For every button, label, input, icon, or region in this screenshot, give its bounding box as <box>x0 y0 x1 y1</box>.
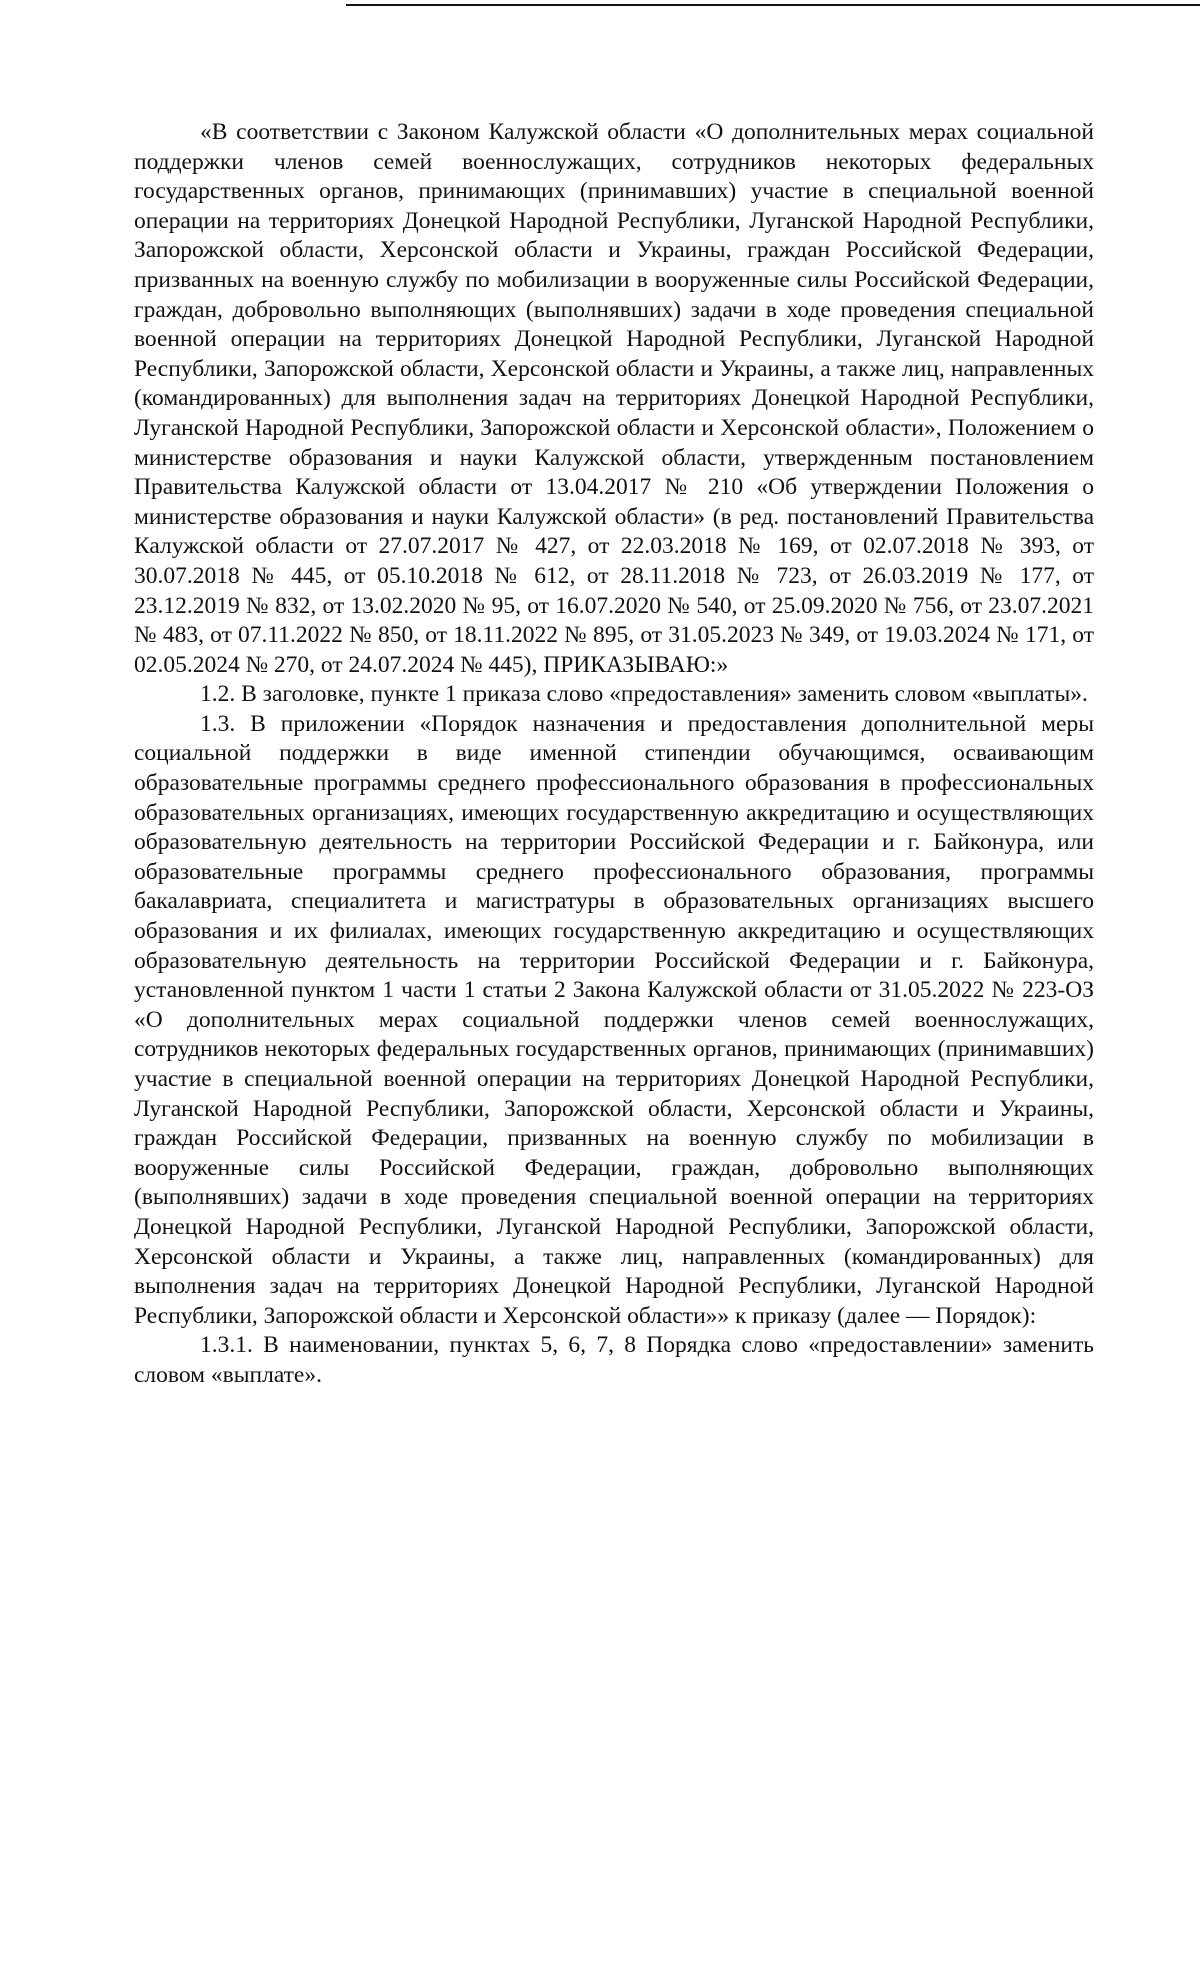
paragraph-1-2: 1.2. В заголовке, пункте 1 приказа слово «предоставления» заменить словом «выплаты». <box>200 681 1088 708</box>
paragraph-1-3: 1.3. В приложении «Порядок назначения и предоставления дополнительной меры социальной поддержки в виде именной стипендии обучающимся, осваивающим образовательные программы среднего профессионального образования в профессиональных образовательных организациях, имеющих государственную аккредитацию и осуществляющих образовательную деятельность на территории Российской Федерации и г. Байконура, или образовательные программы среднего профессионального образования, программы бакалавриата, специалитета и магистратуры в образовательных организациях высшего образования и их филиалах, имеющих государственную аккредитацию и осуществляющих образовательную деятельность на территории Российской Федерации и г. Байконура, установленной пунктом 1 части 1 статьи 2 Закона Калужской области от 31.05.2022 № 223-ОЗ «О дополнительных мерах социальной поддержки членов семей военнослужащих, сотрудников некоторых федеральных государственных органов, принимающих (принимавших) участие в специальной военной операции на территориях Донецкой Народной Республики, Луганской Народной Республики, Запорожской области, Херсонской области и Украины, граждан Российской Федерации, призванных на военную службу по мобилизации в вооруженные силы Российской Федерации, граждан, добровольно выполняющих (выполнявших) задачи в ходе проведения специальной военной операции на территориях Донецкой Народной Республики, Луганской Народной Республики, Запорожской области, Херсонской области и Украины, а также лиц, направленных (командированных) для выполнения задач на территориях Донецкой Народной Республики, Луганской Народной Республики, Запорожской области и Херсонской области»» к приказу (далее — Порядок): <box>134 710 1094 1329</box>
paragraph-preamble: «В соответствии с Законом Калужской области «О дополнительных мерах социальной поддержки членов семей военнослужащих, сотрудников некоторых федеральных государственных органов, принимающих (принимавших) участие в специальной военной операции на территориях Донецкой Народной Республики, Луганской Народной Республики, Запорожской области, Херсонской области и Украины, граждан Российской Федерации, призванных на военную службу по мобилизации в вооруженные силы Российской Федерации, граждан, добровольно выполняющих (выполнявших) задачи в ходе проведения специальной военной операции на территориях Донецкой Народной Республики, Луганской Народной Республики, Запорожской области, Херсонской области и Украины, а также лиц, направленных (командированных) для выполнения задач на территориях Донецкой Народной Республики, Луганской Народной Республики, Запорожской области и Херсонской области», Положением о министерстве образования и науки Калужской области, утвержденным постановлением Правительства Калужской области от 13.04.2017 № 210 «Об утверждении Положения о министерстве образования и науки Калужской области» (в ред. постановлений Правительства Калужской области от 27.07.2017 № 427, от 22.03.2018 № 169, от 02.07.2018 № 393, от 30.07.2018 № 445, от 05.10.2018 № 612, от 28.11.2018 № 723, от 26.03.2019 № 177, от 23.12.2019 № 832, от 13.02.2020 № 95, от 16.07.2020 № 540, от 25.09.2020 № 756, от 23.07.2021 № 483, от 07.11.2022 № 850, от 18.11.2022 № 895, от 31.05.2023 № 349, от 19.03.2024 № 171, от 02.05.2024 № 270, от 24.07.2024 № 445), ПРИКАЗЫВАЮ:» <box>134 119 1094 678</box>
document-body <box>134 118 1094 1391</box>
top-border-line <box>346 4 1200 6</box>
paragraph-1-3-1: 1.3.1. В наименовании, пунктах 5, 6, 7, 8 Порядка слово «предоставлении» заменить словом «выплате». <box>134 1332 1094 1388</box>
